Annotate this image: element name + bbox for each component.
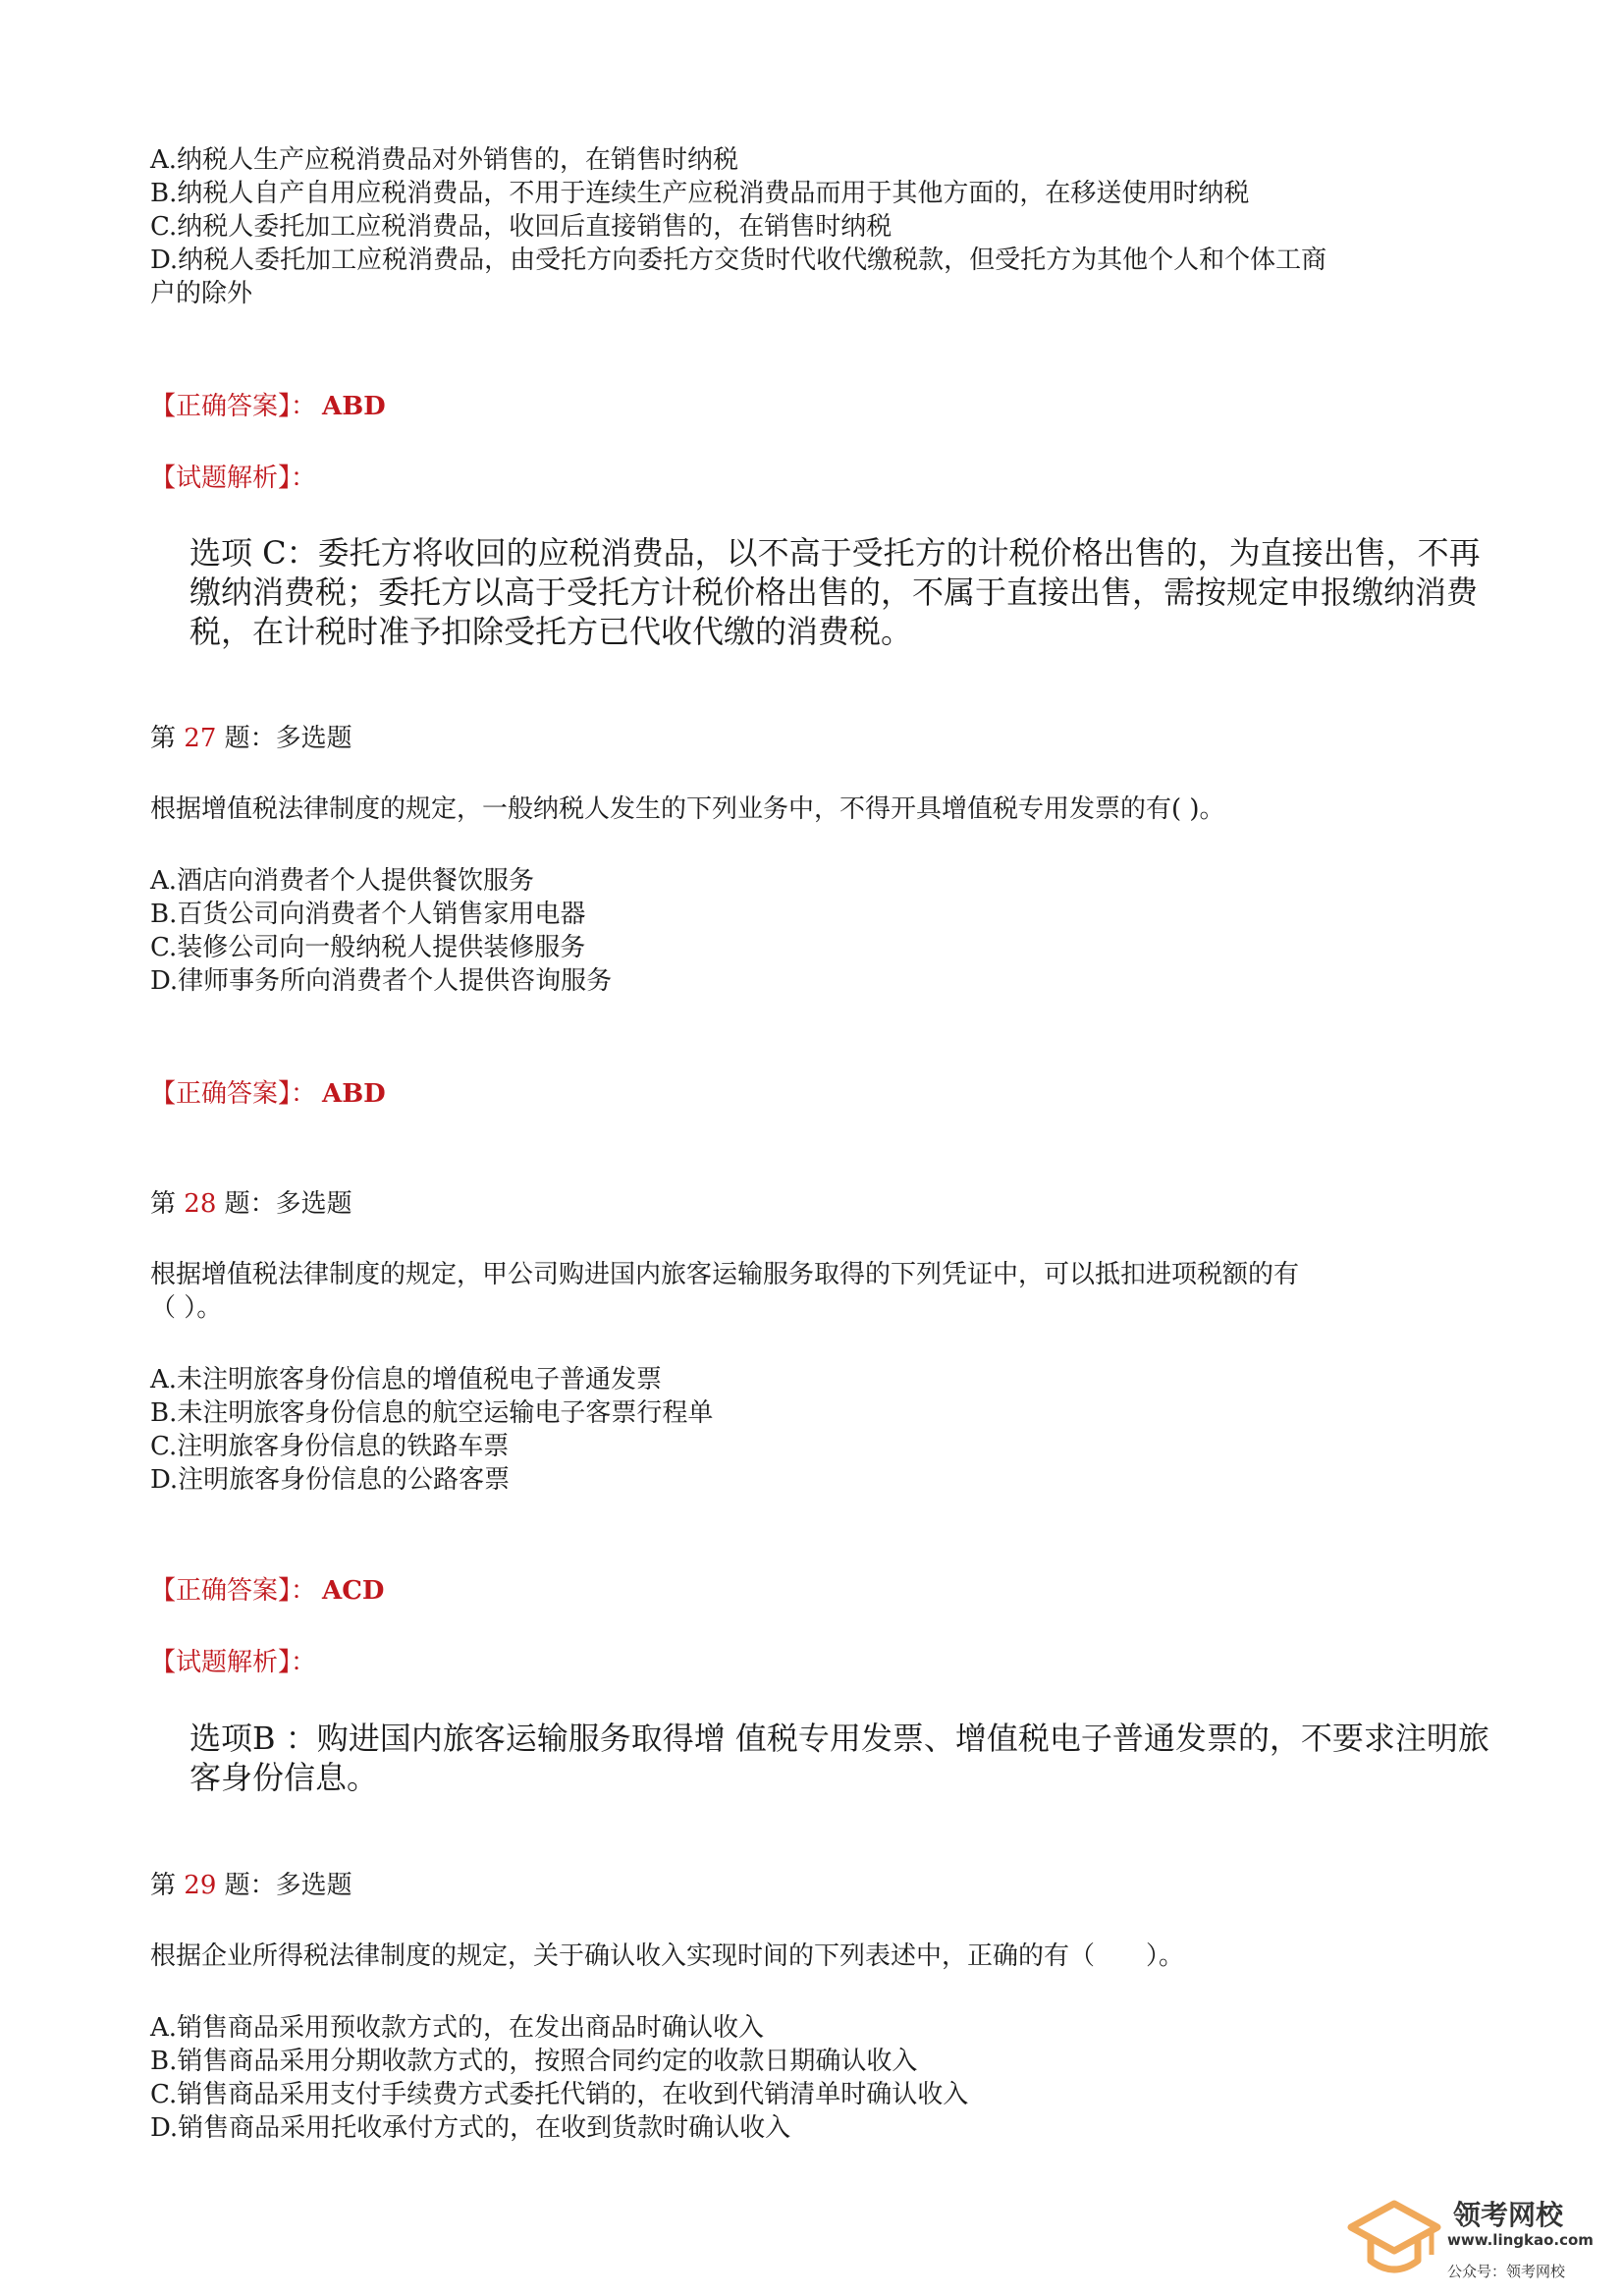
q26-option-a: A.纳税人生产应税消费品对外销售的，在销售时纳税 [150,145,739,175]
q29-option-c: C.销售商品采用支付手续费方式委托代销的，在收到代销清单时确认收入 [150,2080,969,2109]
q28-stem-line2: （ ）。 [150,1293,223,1323]
q29-option-d: D.销售商品采用托收承付方式的，在收到货款时确认收入 [150,2113,791,2143]
logo-url: www.lingkao.com [1447,2231,1594,2249]
q28-heading [150,1187,352,1221]
answer-label: 【正确答案】： [150,392,317,421]
q27-option-a: A.酒店向消费者个人提供餐饮服务 [150,866,535,896]
q27-heading [150,722,352,755]
q29-option-b: B.销售商品采用分期收款方式的，按照合同约定的收款日期确认收入 [150,2047,918,2076]
q28-prefix: 第 [150,1189,177,1219]
q29-heading [150,1869,352,1902]
answer-label: 【正确答案】： [150,1079,317,1109]
q28-number: 28 [184,1189,217,1219]
answer-value: ACD [322,1576,385,1606]
q27-type: 题：多选题 [224,724,352,753]
q26-option-c: C.纳税人委托加工应税消费品，收回后直接销售的，在销售时纳税 [150,212,893,242]
answer-value: ABD [322,1079,386,1109]
q28-answer [150,1574,384,1608]
q26-analysis-label: 【试题解析】： [150,464,317,493]
q28-analysis-text: 选项B ：购进国内旅客运输服务取得增 值税专用发票、增值税电子普通发票的，不要求注明旅客身份信息。 [189,1720,1489,1796]
q27-prefix: 第 [150,724,177,753]
q29-option-a: A.销售商品采用预收款方式的，在发出商品时确认收入 [150,2013,765,2043]
q28-option-d: D.注明旅客身份信息的公路客票 [150,1465,511,1495]
q27-option-d: D.律师事务所向消费者个人提供咨询服务 [150,966,613,996]
q28-option-c: C.注明旅客身份信息的铁路车票 [150,1432,510,1461]
q28-option-a: A.未注明旅客身份信息的增值税电子普通发票 [150,1365,663,1394]
q27-stem: 根据增值税法律制度的规定，一般纳税人发生的下列业务中，不得开具增值税专用发票的有( )。 [150,794,1225,824]
q28-stem-line1: 根据增值税法律制度的规定，甲公司购进国内旅客运输服务取得的下列凭证中，可以抵扣进项税额的有 [150,1260,1300,1289]
lingkao-logo [1345,2192,1600,2290]
graduation-cap-icon [1345,2198,1443,2286]
q26-option-d: D.纳税人委托加工应税消费品，由受托方向委托方交货时代收代缴税款，但受托方为其他个人和个体工商 [150,246,1327,275]
q26-analysis-text: 选项 C：委托方将收回的应税消费品，以不高于受托方的计税价格出售的，为直接出售，不再缴纳消费税；委托方以高于受托方计税价格出售的，不属于直接出售，需按规定申报缴纳消费税，在计税时准予扣除受托方已代收代缴的消费税。 [189,534,1481,650]
q26-option-b: B.纳税人自产自用应税消费品，不用于连续生产应税消费品而用于其他方面的，在移送使用时纳税 [150,179,1250,208]
q29-number: 29 [184,1871,217,1900]
q29-stem: 根据企业所得税法律制度的规定，关于确认收入实现时间的下列表述中，正确的有（ ）。 [150,1941,1185,1971]
q28-option-b: B.未注明旅客身份信息的航空运输电子客票行程单 [150,1398,714,1428]
q27-number: 27 [184,724,217,753]
q27-option-c: C.装修公司向一般纳税人提供装修服务 [150,933,586,962]
q26-option-d-cont: 户的除外 [150,279,253,308]
q29-type: 题：多选题 [224,1871,352,1900]
logo-public-account: 公众号：领考网校 [1447,2263,1566,2280]
q29-prefix: 第 [150,1871,177,1900]
q27-answer [150,1077,386,1111]
answer-value: ABD [322,392,386,421]
q26-answer [150,390,386,423]
answer-label: 【正确答案】： [150,1576,317,1606]
logo-brand: 领考网校 [1453,2199,1564,2231]
q28-type: 题：多选题 [224,1189,352,1219]
q27-option-b: B.百货公司向消费者个人销售家用电器 [150,900,586,929]
q28-analysis-label: 【试题解析】： [150,1648,317,1677]
